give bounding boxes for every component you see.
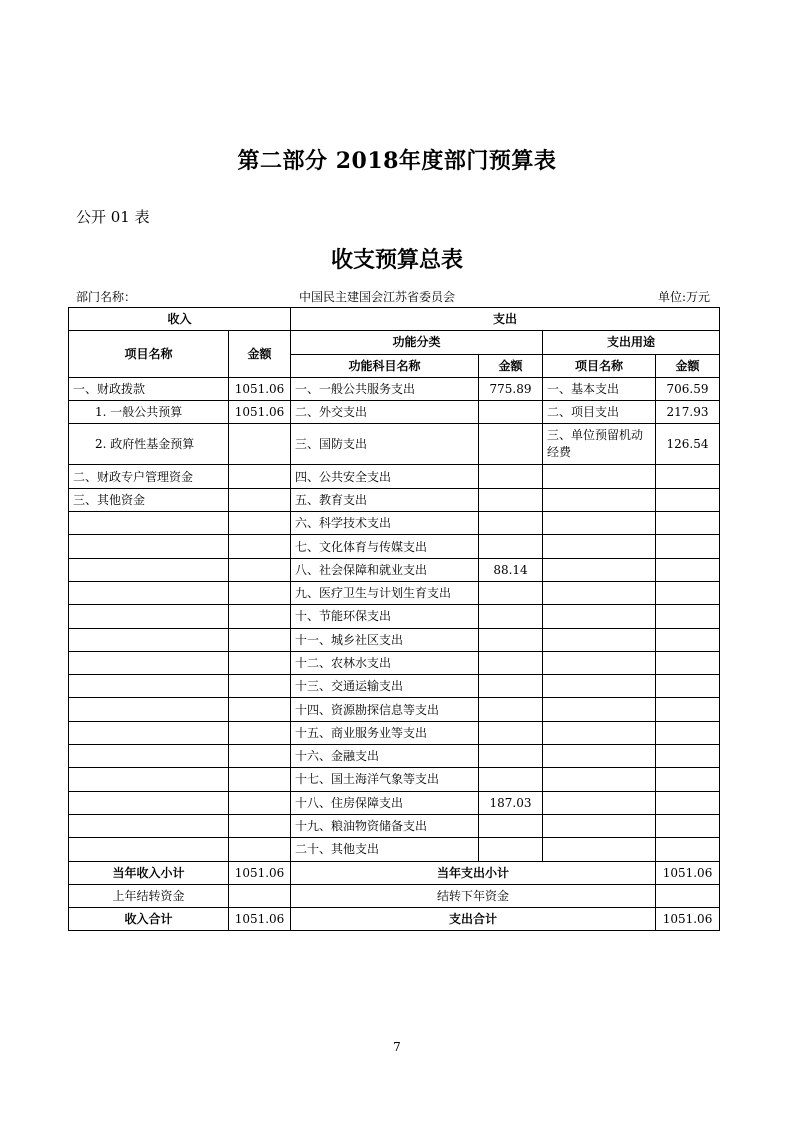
func-amount-cell: 88.14 (479, 558, 543, 581)
func-subject-cell: 六、科学技术支出 (291, 512, 479, 535)
income-amount-cell (229, 698, 291, 721)
use-amount-cell (656, 745, 720, 768)
use-item-cell (543, 745, 656, 768)
income-amount-cell (229, 628, 291, 651)
use-item-cell (543, 791, 656, 814)
department-label: 部门名称： (76, 290, 137, 304)
table-row (69, 628, 720, 651)
use-amount-cell (656, 838, 720, 861)
income-item-cell: 三、其他资金 (69, 488, 229, 511)
use-amount-cell (656, 628, 720, 651)
use-amount-cell (656, 558, 720, 581)
part-title: 第二部分 2018年度部门预算表 (237, 148, 557, 174)
func-subject-cell: 二十、其他支出 (291, 838, 479, 861)
table-row (69, 512, 720, 535)
func-subject-cell: 九、医疗卫生与计划生育支出 (291, 581, 479, 604)
subtotal-row (69, 861, 720, 884)
carryover-row (69, 884, 720, 907)
table-title: 收支预算总表 (330, 247, 463, 273)
use-item-cell (543, 698, 656, 721)
func-subject-cell: 一、一般公共服务支出 (291, 377, 479, 400)
table-row (69, 535, 720, 558)
use-amount-cell (656, 488, 720, 511)
total-row (69, 908, 720, 931)
func-subject-cell: 十二、农林水支出 (291, 651, 479, 674)
income-amount-cell (229, 791, 291, 814)
carryover-out-value (656, 884, 720, 907)
table-row (69, 838, 720, 861)
use-amount-cell (656, 581, 720, 604)
income-item-cell (69, 628, 229, 651)
func-class-header: 功能分类 (291, 331, 543, 354)
use-item-cell (543, 651, 656, 674)
carryover-in-label: 上年结转资金 (69, 884, 229, 907)
income-item-cell (69, 768, 229, 791)
income-item-cell: 1. 一般公共预算 (69, 401, 229, 424)
income-item-cell (69, 838, 229, 861)
func-amount-cell (479, 838, 543, 861)
func-amount-cell (479, 628, 543, 651)
use-item-cell: 二、项目支出 (543, 401, 656, 424)
use-item-cell (543, 838, 656, 861)
use-amount-cell (656, 768, 720, 791)
income-amount-cell (229, 512, 291, 535)
func-subject-cell: 十一、城乡社区支出 (291, 628, 479, 651)
use-amount-cell (656, 605, 720, 628)
func-subject-cell: 十四、资源勘探信息等支出 (291, 698, 479, 721)
income-amount-cell (229, 605, 291, 628)
use-amount-cell (656, 791, 720, 814)
income-amount-cell (229, 581, 291, 604)
func-amount-cell (479, 605, 543, 628)
income-item-cell: 一、财政拨款 (69, 377, 229, 400)
table-body (69, 377, 720, 861)
table-row (69, 558, 720, 581)
use-amount-cell (656, 814, 720, 837)
use-item-cell (543, 465, 656, 488)
use-item-cell (543, 488, 656, 511)
func-amount-cell (479, 768, 543, 791)
table-row (69, 768, 720, 791)
header-row-1 (69, 308, 720, 331)
item-name-header: 项目名称 (69, 331, 229, 378)
use-item-cell (543, 558, 656, 581)
func-subject-cell: 十九、粮油物资储备支出 (291, 814, 479, 837)
use-amount-cell: 217.93 (656, 401, 720, 424)
income-amount-cell (229, 488, 291, 511)
func-subject-cell: 十八、住房保障支出 (291, 791, 479, 814)
income-amount-cell (229, 651, 291, 674)
func-subject-cell: 十、节能环保支出 (291, 605, 479, 628)
table-row (69, 791, 720, 814)
func-amount-cell (479, 651, 543, 674)
income-amount-cell (229, 424, 291, 465)
use-amount-cell: 126.54 (656, 424, 720, 465)
expense-subtotal-value: 1051.06 (656, 861, 720, 884)
func-amount-cell (479, 698, 543, 721)
income-amount-cell (229, 558, 291, 581)
use-item-cell (543, 628, 656, 651)
income-item-cell (69, 721, 229, 744)
table-row (69, 605, 720, 628)
func-amount-cell (479, 814, 543, 837)
table-row (69, 377, 720, 400)
expense-header: 支出 (291, 308, 720, 331)
table-row (69, 698, 720, 721)
func-subject-cell: 十七、国土海洋气象等支出 (291, 768, 479, 791)
func-subject-cell: 八、社会保障和就业支出 (291, 558, 479, 581)
func-subject-cell: 三、国防支出 (291, 424, 479, 465)
income-item-cell (69, 675, 229, 698)
budget-table (68, 307, 720, 931)
expense-total-label: 支出合计 (291, 908, 656, 931)
income-subtotal-label: 当年收入小计 (69, 861, 229, 884)
income-item-cell (69, 558, 229, 581)
func-amount-cell (479, 465, 543, 488)
income-item-cell (69, 698, 229, 721)
income-header: 收入 (69, 308, 291, 331)
table-row (69, 581, 720, 604)
func-amount-header: 金额 (479, 354, 543, 377)
func-amount-cell (479, 535, 543, 558)
use-amount-cell (656, 675, 720, 698)
table-row (69, 814, 720, 837)
func-amount-cell (479, 581, 543, 604)
carryover-in-value (229, 884, 291, 907)
func-amount-cell (479, 675, 543, 698)
income-amount-cell (229, 465, 291, 488)
func-amount-cell (479, 745, 543, 768)
income-item-cell (69, 814, 229, 837)
income-item-cell: 2. 政府性基金预算 (69, 424, 229, 465)
expense-total-value: 1051.06 (656, 908, 720, 931)
use-item-header: 项目名称 (543, 354, 656, 377)
table-row (69, 465, 720, 488)
table-row (69, 675, 720, 698)
use-item-cell (543, 675, 656, 698)
header-row-2 (69, 331, 720, 354)
table-row (69, 401, 720, 424)
table-row (69, 424, 720, 465)
use-item-cell (543, 721, 656, 744)
func-amount-cell: 775.89 (479, 377, 543, 400)
income-item-cell (69, 651, 229, 674)
unit-label: 单位:万元 (657, 290, 710, 304)
use-amount-cell (656, 651, 720, 674)
use-item-cell (543, 512, 656, 535)
func-subject-cell: 二、外交支出 (291, 401, 479, 424)
table-row (69, 488, 720, 511)
income-item-cell: 二、财政专户管理资金 (69, 465, 229, 488)
income-subtotal-value: 1051.06 (229, 861, 291, 884)
func-subject-header: 功能科目名称 (291, 354, 479, 377)
use-amount-header: 金额 (656, 354, 720, 377)
usage-header: 支出用途 (543, 331, 720, 354)
func-amount-cell (479, 424, 543, 465)
use-amount-cell (656, 721, 720, 744)
use-amount-cell (656, 465, 720, 488)
income-total-label: 收入合计 (69, 908, 229, 931)
func-subject-cell: 四、公共安全支出 (291, 465, 479, 488)
totals-section (69, 861, 720, 931)
income-item-cell (69, 605, 229, 628)
use-item-cell (543, 814, 656, 837)
income-amount-cell (229, 814, 291, 837)
department-name: 中国民主建国会江苏省委员会 (299, 290, 456, 304)
table-row (69, 651, 720, 674)
use-amount-cell (656, 535, 720, 558)
func-subject-cell: 十六、金融支出 (291, 745, 479, 768)
income-amount-cell: 1051.06 (229, 401, 291, 424)
func-amount-cell (479, 488, 543, 511)
func-subject-cell: 五、教育支出 (291, 488, 479, 511)
table-row (69, 745, 720, 768)
income-amount-cell (229, 745, 291, 768)
func-subject-cell: 十三、交通运输支出 (291, 675, 479, 698)
amount-header: 金额 (229, 331, 291, 378)
info-row (76, 288, 710, 306)
carryover-out-label: 结转下年资金 (291, 884, 656, 907)
income-item-cell (69, 581, 229, 604)
income-amount-cell (229, 768, 291, 791)
use-item-cell (543, 605, 656, 628)
func-amount-cell: 187.03 (479, 791, 543, 814)
page-number: 7 (393, 1040, 401, 1054)
func-amount-cell (479, 401, 543, 424)
use-item-cell: 一、基本支出 (543, 377, 656, 400)
income-total-value: 1051.06 (229, 908, 291, 931)
use-amount-cell (656, 698, 720, 721)
table-row (69, 721, 720, 744)
use-item-cell (543, 535, 656, 558)
expense-subtotal-label: 当年支出小计 (291, 861, 656, 884)
income-item-cell (69, 535, 229, 558)
func-subject-cell: 十五、商业服务业等支出 (291, 721, 479, 744)
func-subject-cell: 七、文化体育与传媒支出 (291, 535, 479, 558)
income-amount-cell (229, 675, 291, 698)
income-item-cell (69, 791, 229, 814)
use-item-cell: 三、单位预留机动经费 (543, 424, 656, 465)
income-amount-cell (229, 535, 291, 558)
income-amount-cell (229, 721, 291, 744)
income-item-cell (69, 512, 229, 535)
func-amount-cell (479, 512, 543, 535)
use-amount-cell (656, 512, 720, 535)
income-amount-cell: 1051.06 (229, 377, 291, 400)
form-number: 公开 01 表 (76, 208, 150, 226)
use-item-cell (543, 768, 656, 791)
use-item-cell (543, 581, 656, 604)
income-item-cell (69, 745, 229, 768)
use-amount-cell: 706.59 (656, 377, 720, 400)
income-amount-cell (229, 838, 291, 861)
func-amount-cell (479, 721, 543, 744)
